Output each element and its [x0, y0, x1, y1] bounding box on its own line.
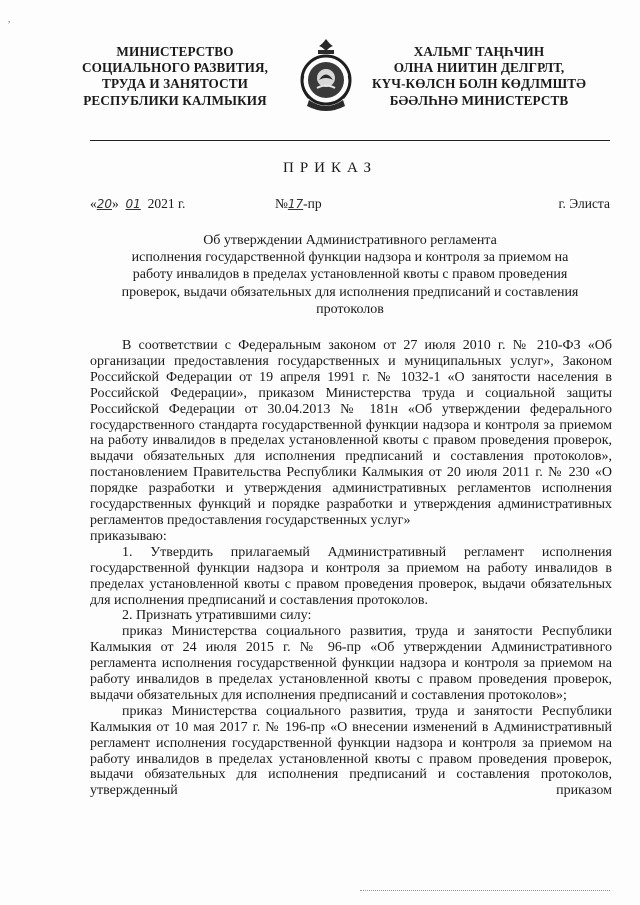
title-line: проверок, выдачи обязательных для исполнения предписаний и составления	[121, 284, 579, 300]
number-prefix: №	[275, 196, 288, 211]
ministry-name-line: РЕСПУБЛИКИ КАЛМЫКИЯ	[83, 92, 267, 108]
date-close-quote: »	[112, 196, 119, 211]
order-body	[90, 338, 612, 799]
ministry-name-line: ОЛНА НИИТИН ДЕЛГРЛТ,	[393, 60, 565, 76]
order-number	[275, 196, 322, 212]
order-date	[90, 196, 185, 212]
ministry-name-line: ТРУДА И ЗАНЯТОСТИ	[102, 76, 248, 92]
ministry-name-line: СОЦИАЛЬНОГО РАЗВИТИЯ,	[81, 60, 269, 76]
title-line: работу инвалидов в пределах установленной квоты с правом проведения	[132, 267, 568, 283]
ministry-name-kalmyk	[348, 44, 610, 109]
ministry-name-line: БӘӘЛҺНӘ МИНИСТЕРСТВ	[389, 92, 569, 108]
scan-edge-artifact	[360, 890, 610, 891]
date-open-quote: «	[90, 196, 97, 211]
order-verb: приказываю:	[90, 528, 167, 544]
repealed-order-2: приказ Министерства социального развития, труда и занятости Республики Калмыкия от 10 мая 2017 г. № 196-пр «О внесении изменений в Административный регламент исполнения государственной функции надзора и контроля за приемом на работу инвалидов в пределах установленной квоты с правом проведения проверок, выдачи обязательных для исполнения предписаний и составления протоколов, утвержденный приказом	[90, 703, 612, 799]
title-line: исполнения государственной функции надзора и контроля за приемом на	[131, 250, 569, 266]
order-title	[90, 232, 610, 318]
number-suffix: -пр	[303, 196, 322, 211]
order-city: г. Элиста	[558, 196, 610, 211]
date-month: 01	[125, 197, 141, 211]
title-line: Об утверждении Административного регламента	[203, 233, 497, 248]
order-meta	[90, 196, 610, 214]
order-item-2: 2. Признать утратившими силу:	[122, 608, 312, 624]
repealed-order-1: приказ Министерства социального развития, труда и занятости Республики Калмыкия от 24 июля 2015 г. № 96-пр «Об утверждении Административного регламента исполнения государственной функции надзора и контроля за приемом на работу инвалидов в пределах установленной квоты с правом проведения проверок, выдачи обязательных для исполнения предписаний и составления протоколов»;	[90, 624, 612, 703]
scan-mark: ,	[8, 14, 11, 24]
title-line: протоколов	[316, 301, 384, 317]
number-value: 17	[287, 197, 304, 211]
order-item-1: 1. Утвердить прилагаемый Административный регламент исполнения государственной функции надзора и контроля за приемом на работу инвалидов в пределах установленной квоты с правом проведения проверок, выдачи обязательных для исполнения предписаний и составления протоколов.	[90, 544, 612, 608]
header-divider	[90, 140, 610, 141]
ministry-name-line: МИНИСТЕРСТВО	[116, 44, 234, 59]
date-year: 2021 г.	[147, 196, 186, 211]
ministry-name-line: КҮЧ-КӨЛСН БОЛН КӨДЛМШТӘ	[372, 76, 586, 92]
ministry-name-russian	[50, 44, 300, 109]
date-day: 20	[96, 197, 113, 211]
document-type: ПРИКАЗ	[283, 160, 377, 176]
ministry-name-line: ХАЛЬМГ ТАҢҺЧИН	[413, 44, 545, 59]
coat-of-arms-icon	[297, 36, 355, 116]
preamble-paragraph: В соответствии с Федеральным законом от 27 июля 2010 г. № 210-ФЗ «Об организации предоставления государственных и муниципальных услуг», Законом Российской Федерации от 19 апреля 1991 г. № 1032-1 «О занятости населения в Российской Федерации», приказом Министерства труда и социальной защиты Российской Федерации от 30.04.2013 № 181н «Об утверждении федерального государственного стандарта государственной функции надзора и контроля за приемом на работу инвалидов в пределах установленной квоты с правом проведения проверок, выдачи обязательных для исполнения предписаний и составления протоколов», постановлением Правительства Республики Калмыкия от 20 июля 2011 г. № 230 «О порядке разработки и утверждения административных регламентов исполнения государственных функций и порядке разработки и утверждения административных регламентов предоставления государственных услуг»	[90, 338, 612, 528]
